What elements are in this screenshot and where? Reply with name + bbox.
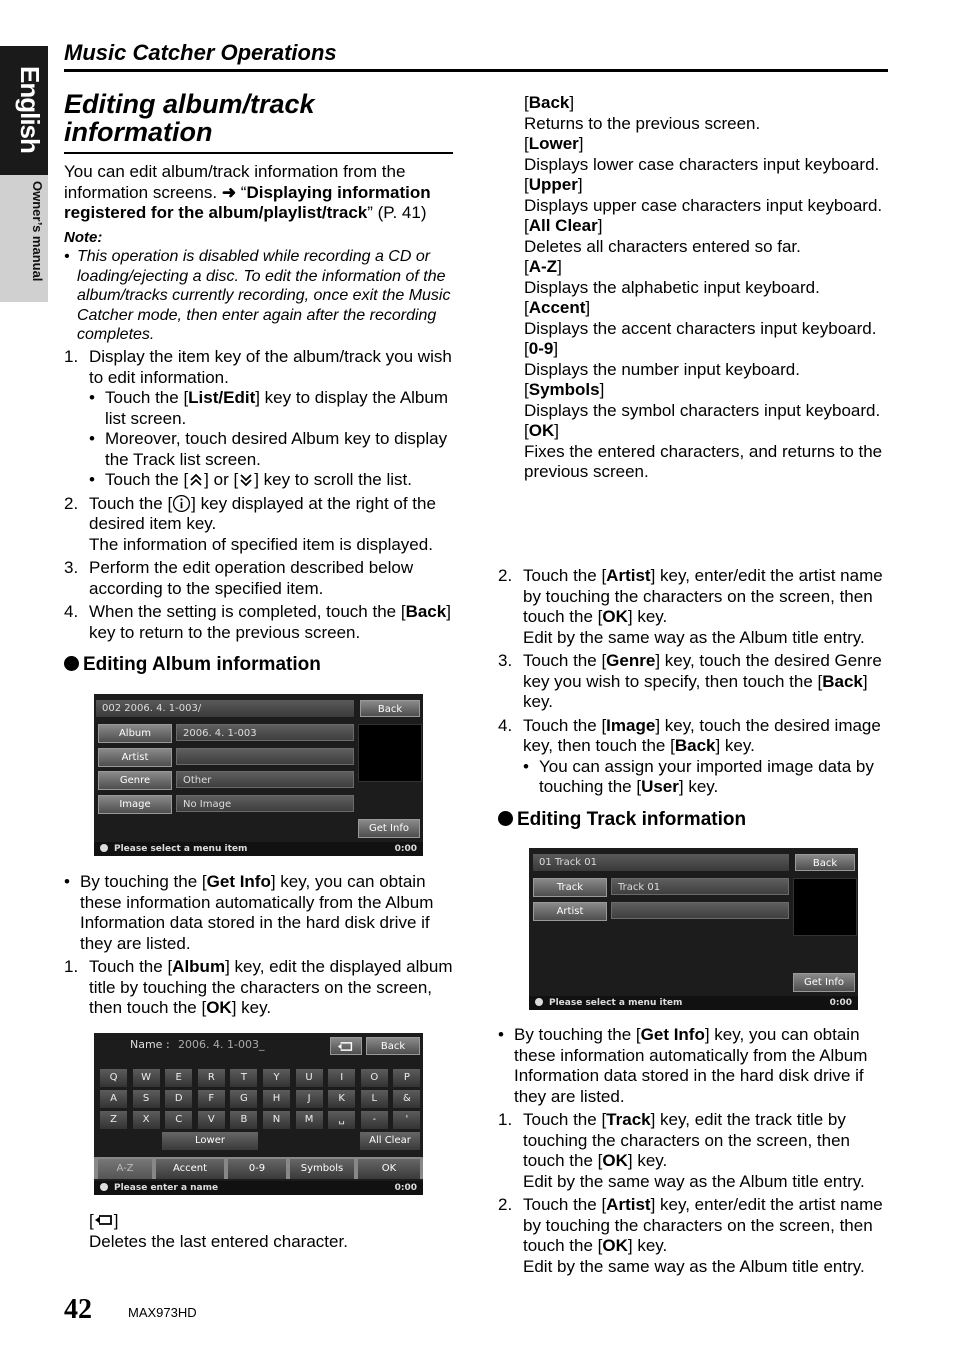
note-label: Note:: [64, 229, 103, 246]
bullet-dot: [64, 656, 79, 671]
key-description: Fixes the entered characters, and returns to the previous screen.: [524, 441, 883, 481]
track-step-2: 2. Touch the [Artist] key, enter/edit the artist name by touching the characters on the screen, then touch the [OK] key. Edit by the same way as the Album title entry.: [498, 1195, 883, 1276]
album-image: [358, 724, 422, 782]
accent-button[interactable]: Accent: [156, 1159, 224, 1179]
step-1: [64, 347, 456, 491]
key-name: [Symbols]: [524, 380, 605, 399]
album-heading: Editing Album information: [64, 654, 321, 676]
section-title: Editing album/track information: [64, 89, 315, 147]
album-notes: [64, 872, 456, 1019]
genre-field[interactable]: Other: [176, 771, 354, 788]
note-body: [64, 247, 456, 345]
intro-reference: Displaying information registered for the album/playlist/track: [64, 182, 431, 222]
key-name: [Lower]: [524, 134, 584, 153]
status-time: 0:00: [829, 998, 852, 1008]
name-label: Name :: [130, 1038, 170, 1051]
key-description-list: [524, 93, 890, 483]
keyboard-key[interactable]: B: [230, 1111, 257, 1129]
running-header: Music Catcher Operations: [64, 40, 337, 65]
keyboard-key[interactable]: X: [133, 1111, 160, 1129]
name-input[interactable]: 2006. 4. 1-003_: [178, 1038, 265, 1051]
genre-key[interactable]: Genre: [98, 771, 172, 790]
key-name: [Back]: [524, 93, 575, 112]
step-1b: • Moreover, touch desired Album key to display the Track list screen.: [89, 429, 448, 469]
number-button[interactable]: 0-9: [228, 1159, 286, 1179]
status-time: 0:00: [394, 1183, 417, 1193]
keyboard-key[interactable]: C: [165, 1111, 192, 1129]
keyboard-key[interactable]: N: [263, 1111, 290, 1129]
album-step-4-bullet: • You can assign your imported image data by touching the [User] key.: [523, 756, 874, 796]
artist-field[interactable]: [176, 748, 354, 765]
key-description-item: [524, 216, 890, 257]
key-description-item: [524, 339, 890, 380]
track-step-1: 1. Touch the [Track] key, edit the track title by touching the characters on the screen, then touch the [OK] key. Edit by the same way as the Album title entry.: [498, 1110, 865, 1191]
scroll-up-icon: [188, 472, 204, 488]
get-info-button[interactable]: Get Info: [793, 973, 855, 992]
section-rule: [64, 152, 453, 154]
track-key[interactable]: Track: [533, 878, 607, 897]
status-bar: Please enter a name 0:00: [94, 1181, 423, 1195]
album-info-screen: [94, 694, 423, 856]
back-button[interactable]: Back: [795, 854, 855, 871]
keyboard-key[interactable]: U: [296, 1069, 323, 1087]
key-name: [OK]: [524, 421, 559, 440]
keyboard-key[interactable]: K: [328, 1090, 355, 1108]
keyboard-key[interactable]: E: [165, 1069, 192, 1087]
step-4: 4. When the setting is completed, touch the [Back] key to return to the previous screen.: [64, 602, 451, 642]
backspace-icon: [94, 1213, 114, 1227]
key-description-item: [524, 257, 890, 298]
key-description-item: [524, 380, 890, 421]
key-name: [A-Z]: [524, 257, 562, 276]
track-image: [793, 878, 857, 936]
key-name: [Accent]: [524, 298, 591, 317]
step-3: 3. Perform the edit operation described below according to the specified item.: [64, 558, 414, 598]
image-key[interactable]: Image: [98, 795, 172, 814]
screen-header: 002 2006. 4. 1-003/: [96, 700, 354, 717]
key-description: Displays lower case characters input keyboard.: [524, 154, 880, 174]
backspace-key-label: [ ]: [89, 1211, 119, 1230]
step-2: 2. Touch the [ ] key displayed at the right of the desired item key. The information of specified item is displayed.: [64, 494, 456, 556]
track-notes: [498, 1025, 890, 1277]
arrow-icon: ➜: [221, 182, 237, 202]
step-1c: • Touch the [ ] or [ ] key to scroll the list.: [89, 470, 412, 489]
status-icon: [100, 1183, 108, 1191]
key-description-item: [524, 175, 890, 216]
keyboard-key[interactable]: M: [296, 1111, 323, 1129]
keyboard-key[interactable]: T: [230, 1069, 257, 1087]
album-step-4: 4. Touch the [Image] key, touch the desired image key, then touch the [Back] key. • You can assign your imported image data by touching the [User] key.: [498, 716, 890, 798]
step-text: Display the item key of the album/track you wish to edit information.: [89, 347, 452, 387]
step-2-result: The information of specified item is displayed.: [89, 534, 433, 554]
bullet: •: [64, 248, 70, 265]
lower-button[interactable]: Lower: [162, 1132, 258, 1150]
keyboard-key[interactable]: F: [198, 1090, 225, 1108]
key-description: Returns to the previous screen.: [524, 113, 761, 133]
keyboard-key[interactable]: P: [393, 1069, 420, 1087]
right-step-list: [498, 566, 890, 798]
key-description-item: [524, 298, 890, 339]
page-number: 42: [64, 1294, 92, 1325]
keyboard-key[interactable]: ␣: [328, 1111, 355, 1129]
key-description-item: [524, 93, 890, 134]
status-icon: [100, 844, 108, 852]
key-description: Deletes all characters entered so far.: [524, 236, 801, 256]
az-button[interactable]: A-Z: [98, 1159, 152, 1179]
keyboard-key[interactable]: Y: [263, 1069, 290, 1087]
key-description: Displays the number input keyboard.: [524, 359, 800, 379]
keyboard-key[interactable]: ': [393, 1111, 420, 1129]
keyboard-key[interactable]: O: [361, 1069, 388, 1087]
intro-text: You can edit album/track information from the information screens.: [64, 162, 406, 202]
artist-field[interactable]: [611, 902, 789, 919]
symbols-button[interactable]: Symbols: [290, 1159, 354, 1179]
track-heading: Editing Track information: [498, 809, 746, 831]
keyboard-key[interactable]: Q: [100, 1069, 127, 1087]
track-info-screen: [529, 848, 858, 1010]
keyboard-key[interactable]: J: [296, 1090, 323, 1108]
side-tab-manual: [0, 175, 48, 302]
manual-label: Owner’s manual: [30, 181, 45, 282]
status-icon: [535, 998, 543, 1006]
album-key[interactable]: Album: [98, 724, 172, 743]
key-name: [0-9]: [524, 339, 559, 358]
step-1a: • Touch the [List/Edit] key to display the Album list screen.: [89, 388, 449, 428]
album-step-3: 3. Touch the [Genre] key, touch the desired Genre key you wish to specify, then touch the [Back] key.: [498, 651, 882, 711]
kb-back-button[interactable]: Back: [366, 1037, 420, 1055]
step-number: 1.: [64, 347, 79, 366]
keyboard-key[interactable]: &: [393, 1090, 420, 1108]
keyboard-key[interactable]: D: [165, 1090, 192, 1108]
all-clear-button[interactable]: All Clear: [360, 1132, 420, 1150]
keyboard-key[interactable]: R: [198, 1069, 225, 1087]
keyboard-key[interactable]: S: [133, 1090, 160, 1108]
album-field[interactable]: 2006. 4. 1-003: [176, 724, 354, 741]
backspace-icon: [337, 1041, 355, 1052]
status-bar: Please select a menu item 0:00: [94, 842, 423, 856]
artist-key[interactable]: Artist: [98, 748, 172, 767]
key-name: [All Clear]: [524, 216, 603, 235]
keyboard-screen: [94, 1033, 423, 1195]
language-label: English: [15, 66, 45, 153]
intro-paragraph: You can edit album/track information from the information screens. ➜ “Displaying information registered for the album/playlist/track” (P. 41): [64, 162, 431, 222]
get-info-button[interactable]: Get Info: [358, 819, 420, 838]
key-description: Displays the symbol characters input keyboard.: [524, 400, 881, 420]
keyboard-key[interactable]: W: [133, 1069, 160, 1087]
keyboard-key[interactable]: G: [230, 1090, 257, 1108]
bullet-dot: [498, 811, 513, 826]
keyboard-key[interactable]: V: [198, 1111, 225, 1129]
ok-button[interactable]: OK: [358, 1159, 420, 1179]
scroll-down-icon: [238, 472, 254, 488]
status-time: 0:00: [394, 844, 417, 854]
key-name: [Upper]: [524, 175, 583, 194]
image-field[interactable]: No Image: [176, 795, 354, 812]
keyboard-key[interactable]: H: [263, 1090, 290, 1108]
album-get-info-bullet: • By touching the [Get Info] key, you can obtain these information automatically from the Album Information data stored in the hard disk drive if they are listed.: [64, 872, 434, 953]
key-description-item: [524, 421, 890, 483]
intro-page-ref: ” (P. 41): [367, 203, 427, 222]
track-get-info-bullet: • By touching the [Get Info] key, you can obtain these information automatically from the Album Information data stored in the hard disk drive if they are listed.: [498, 1025, 868, 1106]
back-button[interactable]: Back: [360, 700, 420, 717]
screen-header: 01 Track 01: [533, 854, 789, 871]
keyboard-key[interactable]: Z: [100, 1111, 127, 1129]
keyboard-key[interactable]: -: [361, 1111, 388, 1129]
keyboard-key[interactable]: L: [361, 1090, 388, 1108]
header-rule: [64, 69, 888, 72]
backspace-description: [ ] Deletes the last entered character.: [89, 1211, 449, 1252]
step-list: [64, 347, 456, 643]
status-bar: Please select a menu item 0:00: [529, 996, 858, 1010]
info-icon: [172, 494, 191, 513]
key-description: Displays upper case characters input keyboard.: [524, 195, 883, 215]
backspace-button[interactable]: [330, 1037, 362, 1055]
key-description: Displays the accent characters input keyboard.: [524, 318, 877, 338]
track-field[interactable]: Track 01: [611, 878, 789, 895]
model-number: MAX973HD: [128, 1305, 197, 1320]
key-description: Displays the alphabetic input keyboard.: [524, 277, 820, 297]
album-step-1: 1. Touch the [Album] key, edit the displayed album title by touching the characters on the screen, then touch the [OK] key.: [64, 957, 453, 1017]
key-description-item: [524, 134, 890, 175]
keyboard-key[interactable]: A: [100, 1090, 127, 1108]
note-text: This operation is disabled while recording a CD or loading/ejecting a disc. To edit the information of the album/tracks currently recording, once exit the Music Catcher mode, then enter again after the recording completes.: [77, 248, 451, 343]
artist-key[interactable]: Artist: [533, 902, 607, 921]
keyboard-key[interactable]: I: [328, 1069, 355, 1087]
album-step-2: 2. Touch the [Artist] key, enter/edit the artist name by touching the characters on the screen, then touch the [OK] key. Edit by the same way as the Album title entry.: [498, 566, 883, 647]
